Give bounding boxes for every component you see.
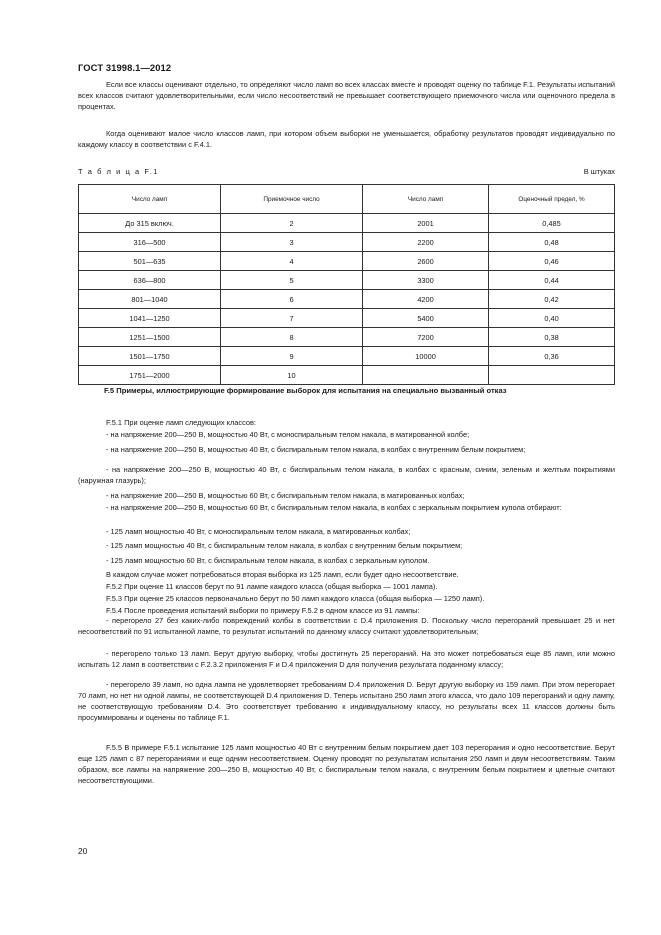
table-cell: 10000 [363, 347, 489, 366]
page-header: ГОСТ 31998.1—2012 [78, 62, 172, 73]
table-cell: 636—800 [79, 271, 221, 290]
section-paragraph: В каждом случае может потребоваться вторая выборка из 125 ламп, если будет одно несоответствие. [106, 570, 459, 579]
section-paragraph: - перегорело 27 без каких-либо повреждений колбы в соответствии с D.4 приложения D. Поскольку число перегораний превышает 25 и нет несоответствий по 91 испытанной лампе, то результат испытаний по данному классу считают удовлетворительным; [78, 616, 615, 636]
table-cell: 0,44 [489, 271, 615, 290]
section-paragraph: - на напряжение 200—250 В, мощностью 60 Вт, с биспиральным телом накала, в колбах с зеркальным покрытием купола отбирают: [106, 503, 562, 512]
table-row [79, 290, 615, 309]
table-cell: 9 [221, 347, 363, 366]
section-paragraph: - на напряжение 200—250 В, мощностью 60 Вт, с биспиральным телом накала, в матированных колбах; [106, 491, 465, 500]
table-cell: 4 [221, 252, 363, 271]
column-header: Приемочное число [221, 185, 363, 214]
section-paragraph: F.5.4 После проведения испытаний выборки по примеру F.5.2 в одном классе из 91 лампы: [106, 606, 420, 615]
column-header: Число ламп [363, 185, 489, 214]
table-cell: 1751—2000 [79, 366, 221, 385]
table-cell [363, 366, 489, 385]
section-paragraph: - 125 ламп мощностью 40 Вт, с моноспиральным телом накала, в матированных колбах; [106, 527, 411, 536]
section-paragraph: - на напряжение 200—250 В, мощностью 40 Вт, с биспиральным телом накала, в колбах с красным, синим, зеленым и желтым покрытиями (наружная глазурь); [78, 465, 615, 485]
section-paragraph: - перегорело только 13 ламп. Берут другую выборку, чтобы достигнуть 25 перегораний. На это может потребоваться еще 85 ламп, или можно испытать 12 ламп в соответствии с F.2.3.2 приложения F и D.4 приложения D для получения результата поданному классу; [78, 649, 615, 669]
table-row [79, 309, 615, 328]
section-paragraph: - 125 ламп мощностью 60 Вт, с биспиральным телом накала, в колбах с зеркальным куполом. [106, 556, 430, 565]
table-cell [489, 366, 615, 385]
table-cell: 5400 [363, 309, 489, 328]
page-number: 20 [78, 846, 88, 856]
table-cell: 0,485 [489, 214, 615, 233]
table-cell: 1251—1500 [79, 328, 221, 347]
table-row [79, 214, 615, 233]
table-cell: 0,36 [489, 347, 615, 366]
table-cell: 501—635 [79, 252, 221, 271]
intro-paragraph-1: Если все классы оценивают отдельно, то определяют число ламп во всех классах вместе и проводят оценку по таблице F.1. Результаты испытаний всех классов считают удовлетворительными, если число несоответствий не превышает соответствующего приемочного числа или оценочного предела в процентах. [78, 80, 616, 111]
column-header: Оценочный предел, % [489, 185, 615, 214]
section-paragraph: - перегорело 39 ламп, но одна лампа не удовлетворяет требованиям D.4 приложения D. Берут другую выборку из 159 ламп. При этом перегорает 70 ламп, но нет ни одной лампы, не соответствующей D.4 приложения D. Теперь испытано 250 ламп этого класса, что дало 109 перегораний и одну лампу, не соответствующую требованиям D.4. Это соответствует требованию к индивидуальному классу, но результаты всех 11 классов должны быть просуммированы и оценены по таблице F.1. [78, 680, 615, 722]
table-row [79, 252, 615, 271]
section-paragraph: F.5.3 При оценке 25 классов первоначально берут по 50 ламп каждого класса (общая выборка — 1250 ламп). [106, 594, 485, 603]
section-paragraph: - на напряжение 200—250 В, мощностью 40 Вт, с моноспиральным телом накала, в матированной колбе; [106, 430, 470, 439]
table-caption: Т а б л и ц а F.1 [78, 167, 160, 176]
section-paragraph: - на напряжение 200—250 В, мощностью 40 Вт, с биспиральным телом накала, в колбах с внутренним белым покрытием; [106, 445, 526, 454]
table-cell: 10 [221, 366, 363, 385]
table-cell: 0,38 [489, 328, 615, 347]
table-cell: 3300 [363, 271, 489, 290]
section-paragraph: - 125 ламп мощностью 40 Вт, с биспиральным телом накала, в колбах с внутренним белым покрытием; [106, 541, 463, 550]
table-cell: 1041—1250 [79, 309, 221, 328]
table-cell: 801—1040 [79, 290, 221, 309]
table-cell: 8 [221, 328, 363, 347]
table-cell: 0,42 [489, 290, 615, 309]
table-row [79, 233, 615, 252]
table-cell: 5 [221, 271, 363, 290]
table-unit: В штуках [583, 167, 615, 176]
table-cell: 2600 [363, 252, 489, 271]
intro-paragraph-2: Когда оценивают малое число классов ламп, при котором объем выборки не уменьшается, обработку результатов проводят индивидуально по каждому классу в соответствии с F.4.1. [78, 129, 615, 149]
table-row [79, 347, 615, 366]
table-header-row [79, 185, 615, 214]
table-cell: 1501—1750 [79, 347, 221, 366]
table-cell: 3 [221, 233, 363, 252]
table-f1 [78, 184, 615, 385]
table-cell: 4200 [363, 290, 489, 309]
section-paragraph: F.5.1 При оценке ламп следующих классов: [106, 418, 256, 427]
table-cell: 2001 [363, 214, 489, 233]
table-cell: 0,40 [489, 309, 615, 328]
table-cell: 2 [221, 214, 363, 233]
table-row [79, 328, 615, 347]
section-title: F.5 Примеры, иллюстрирующие формирование выборок для испытания на специально вызванный отказ [104, 386, 507, 395]
table-row [79, 366, 615, 385]
table-cell: 2200 [363, 233, 489, 252]
table-row [79, 271, 615, 290]
table-cell: До 315 включ. [79, 214, 221, 233]
table-cell: 7200 [363, 328, 489, 347]
table-cell: 316—500 [79, 233, 221, 252]
table-cell: 0,48 [489, 233, 615, 252]
table-cell: 7 [221, 309, 363, 328]
table-cell: 6 [221, 290, 363, 309]
column-header: Число ламп [79, 185, 221, 214]
section-paragraph: F.5.2 При оценке 11 классов берут по 91 лампе каждого класса (общая выборка — 1001 лампа). [106, 582, 438, 591]
table-cell: 0,46 [489, 252, 615, 271]
section-paragraph: F.5.5 В примере F.5.1 испытание 125 ламп мощностью 40 Вт с внутренним белым покрытием дает 103 перегорания и одно несоответствие. Берут еще 125 ламп с 87 перегораниями и еще одним несоответствием. Оценку проводят по результатам испытания 250 ламп и двум несоответствиям. Таким образом, все лампы на напряжение 200—250 В, мощностью 40 Вт, с биспиральным телом накала, с внутренним белым покрытием и цветные считают несоответствующими. [78, 743, 615, 785]
